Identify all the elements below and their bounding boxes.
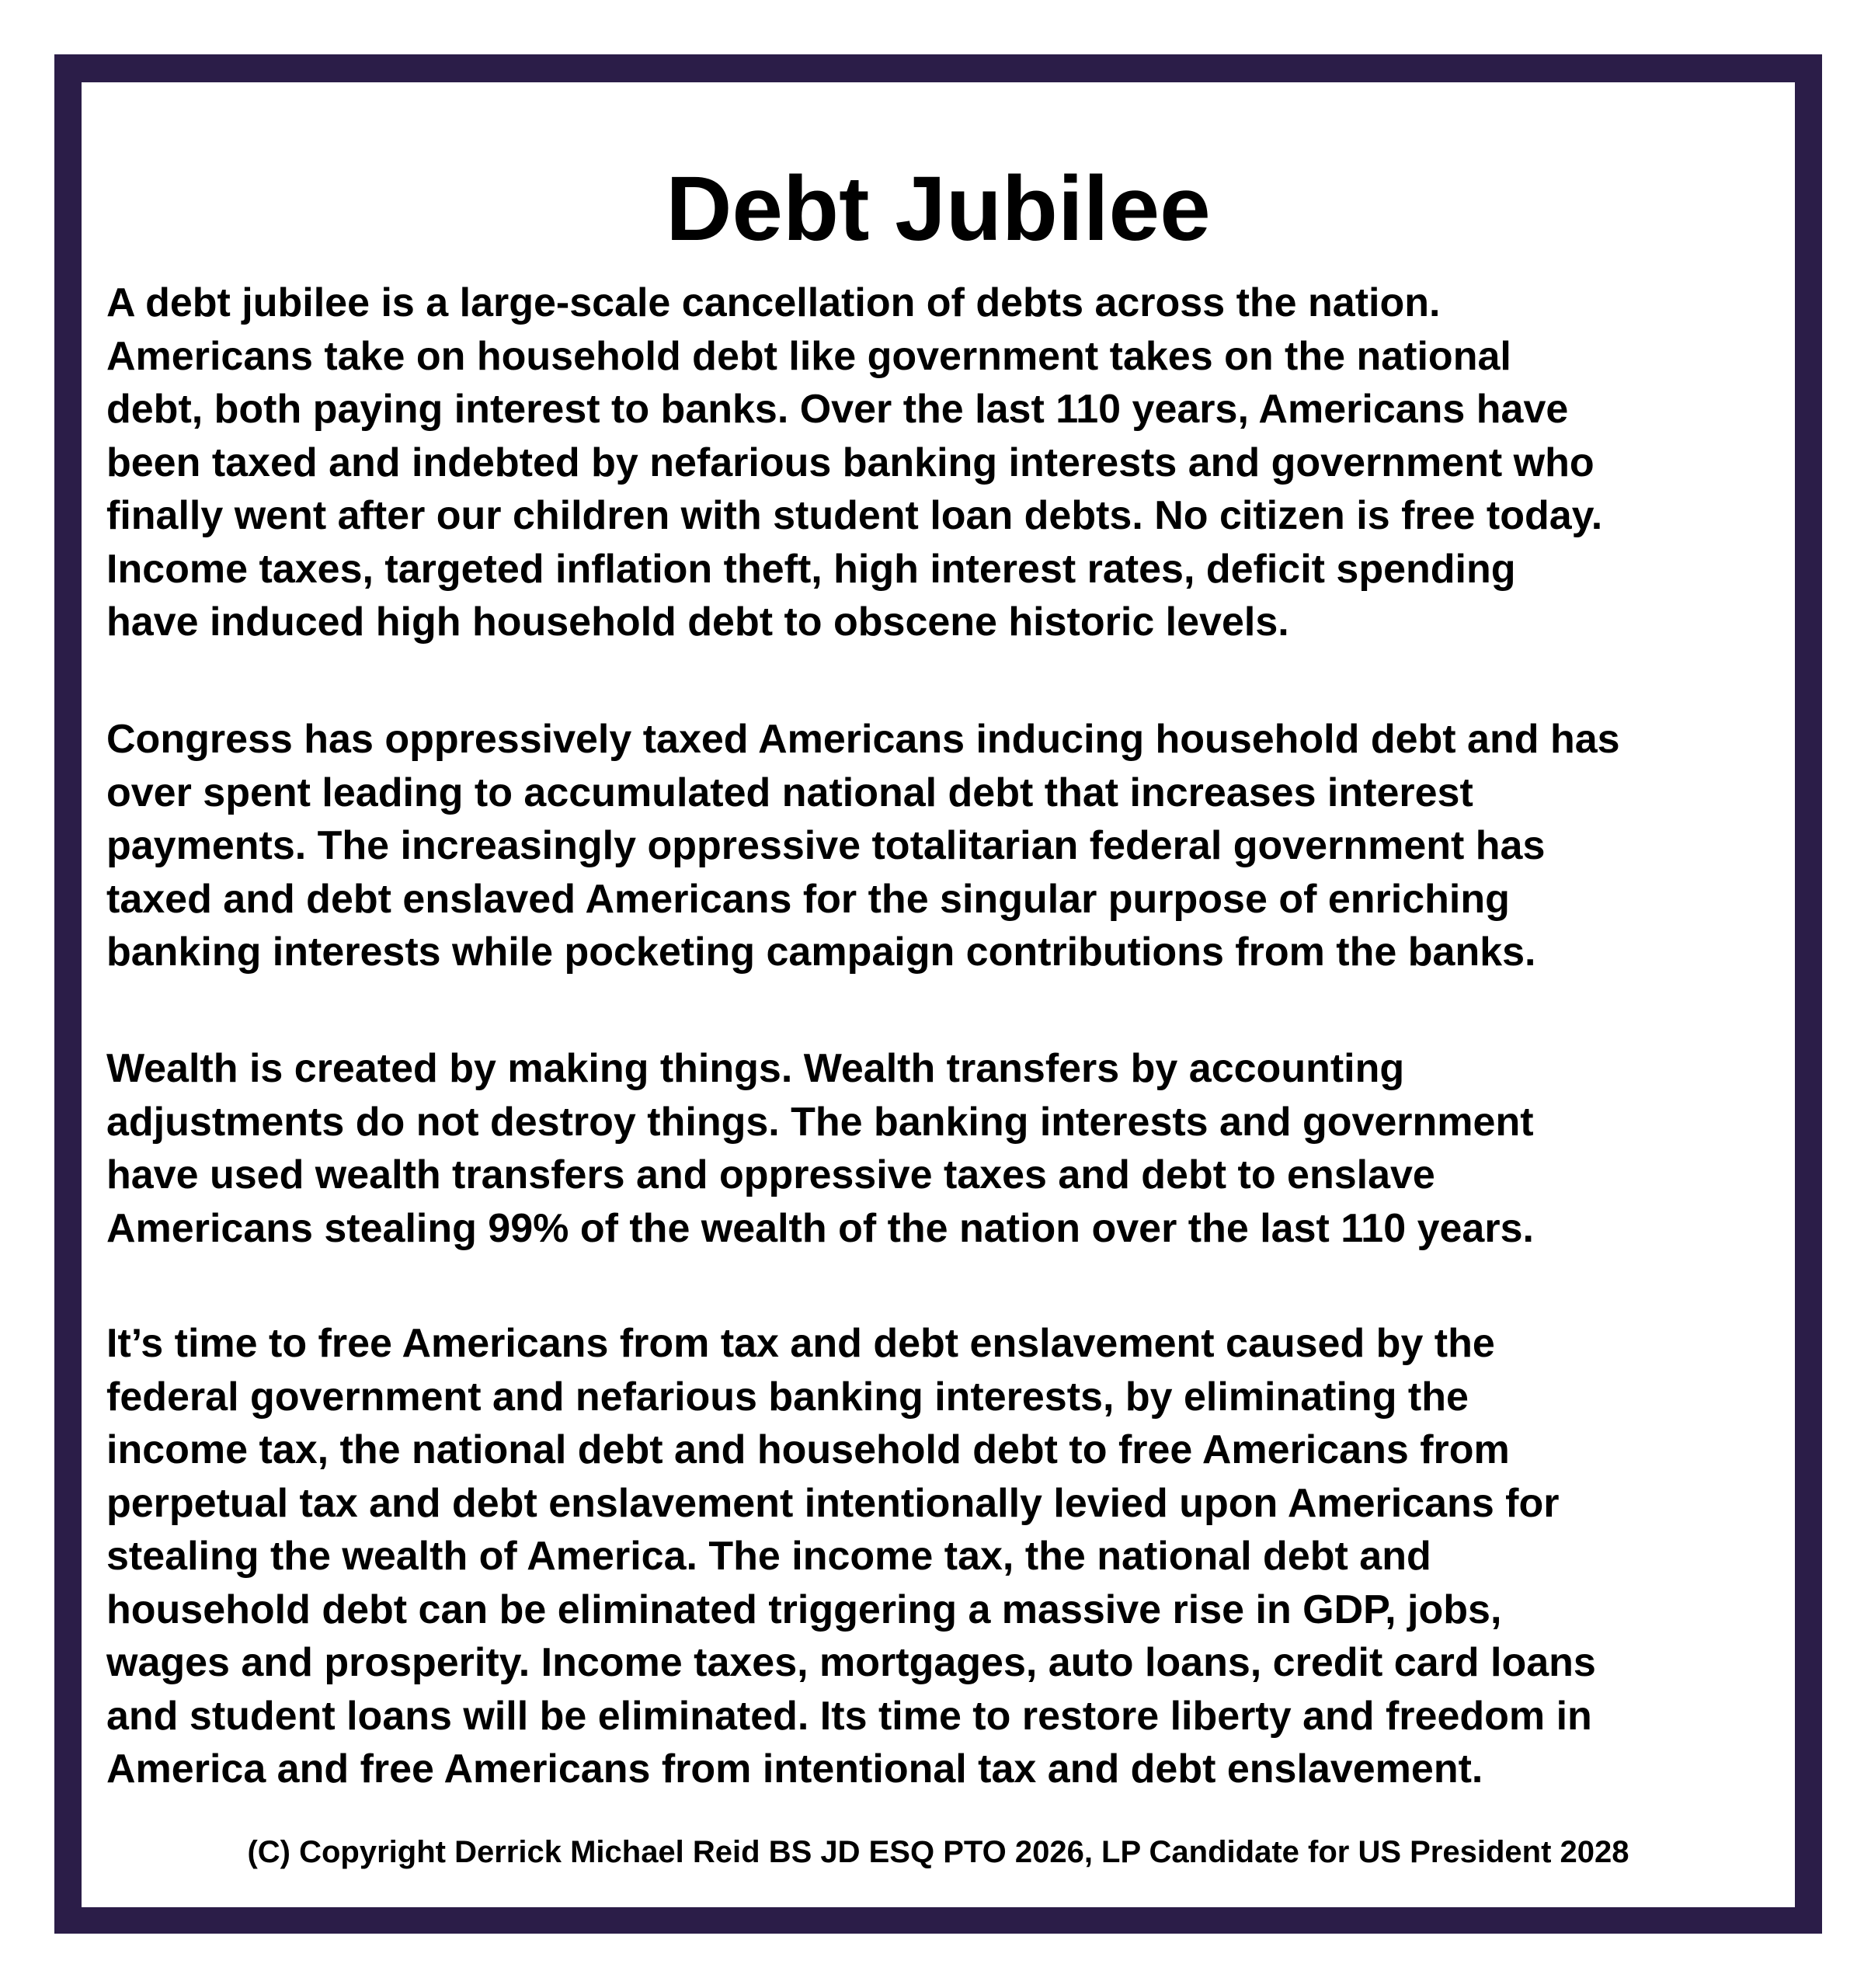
paragraph-call-to-action: It’s time to free Americans from tax and debt enslavement caused by the federal government and nefarious banking interests, by eliminating the income tax, the national debt and household debt to free Americans from perpetual tax and debt enslavement intentionally levied upon Americans for stealing the wealth of America. The income tax, the national debt and household debt can be eliminated triggering a massive rise in GDP, jobs, wages and prosperity. Income taxes, mortgages, auto loans, credit card loans and student loans will be eliminated. Its time to restore liberty and freedom in America and free Americans from intentional tax and debt enslavement. [106,1321,1596,1792]
paragraph-congress: Congress has oppressively taxed Americans inducing household debt and has over spent leading to accumulated national debt that increases interest payments. The increasingly oppressive totalitarian federal government has taxed and debt enslaved Americans for the singular purpose of enriching banking interests while pocketing campaign contributions from the banks. [106,717,1620,975]
document-border-frame [54,54,1822,1934]
copyright-notice: (C) Copyright Derrick Michael Reid BS JD ESQ PTO 2026, LP Candidate for US President 2028 [247,1835,1629,1869]
paragraph-definition: A debt jubilee is a large-scale cancellation of debts across the nation. Americans take on household debt like government takes on the national debt, both paying interest to banks. Over the last 110 years, Americans have been taxed and indebted by nefarious banking interests and government who finally went after our children with student loan debts. No citizen is free today. Income taxes, targeted inflation theft, high interest rates, deficit spending have induced high household debt to obscene historic levels. [106,280,1603,645]
page-title: Debt Jubilee [666,158,1211,260]
document-page [82,82,1795,1907]
paragraph-wealth: Wealth is created by making things. Wealth transfers by accounting adjustments do not destroy things. The banking interests and government have used wealth transfers and oppressive taxes and debt to enslave Americans stealing 99% of the wealth of the nation over the last 110 years. [106,1046,1534,1251]
